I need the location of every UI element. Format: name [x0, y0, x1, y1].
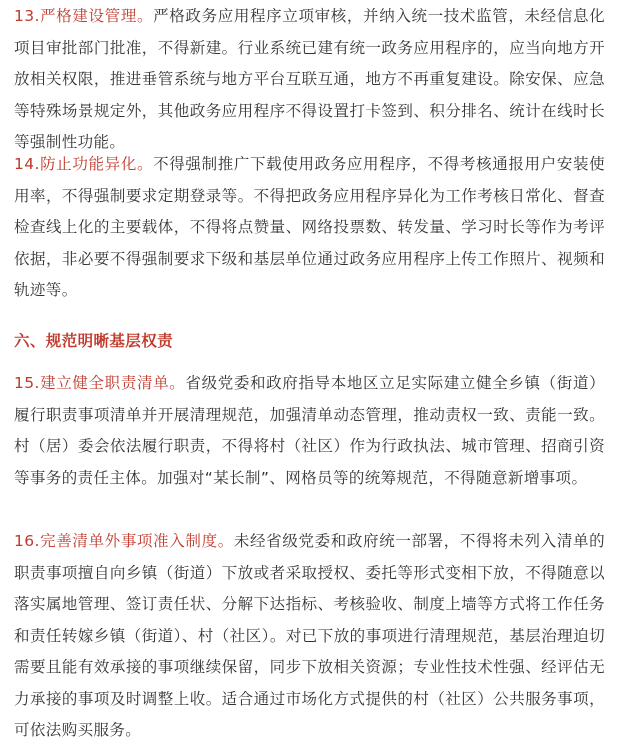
- paragraph-13-body: 严格政务应用程序立项审核，并纳入统一技术监管，未经信息化项目审批部门批准，不得新建。行业系统已建有统一政务应用程序的，应当向地方开放相关权限，推进垂管系统与地方平台互联互通，地方不再重复建设。除安保、应急等特殊场景规定外，其他政务应用程序不得设置打卡签到、积分排名、统计在线时长等强制性功能。: [14, 7, 606, 151]
- paragraph-15: [14, 368, 605, 494]
- paragraph-16-body: 未经省级党委和政府统一部署，不得将未列入清单的职责事项擅自向乡镇（街道）下放或者采取授权、委托等形式变相下放，不得随意以落实属地管理、签订责任状、分解下达指标、考核验收、制度上墙等方式将工作任务和责任转嫁乡镇（街道）、村（社区）。对已下放的事项进行清理规范，基层治理迫切需要且能有效承接的事项继续保留，同步下放相关资源；专业性技术性强、经评估无力承接的事项及时调整上收。适合通过市场化方式提供的村（社区）公共服务事项，可依法购买服务。: [14, 532, 606, 739]
- section-6-heading: 六、规范明晰基层权责: [14, 332, 174, 350]
- paragraph-16: [14, 526, 605, 747]
- paragraph-14-body: 不得强制推广下载使用政务应用程序，不得考核通报用户安装使用率，不得强制要求定期登录等。不得把政务应用程序异化为工作考核日常化、督查检查线上化的主要载体，不得将点赞量、网络投票数、转发量、学习时长等作为考评依据，非必要不得强制要求下级和基层单位通过政务应用程序上传工作照片、视频和轨迹等。: [14, 155, 606, 299]
- paragraph-15-body: 省级党委和政府指导本地区立足实际建立健全乡镇（街道）履行职责事项清单并开展清理规范，加强清单动态管理，推动责权一致、责能一致。村（居）委会依法履行职责，不得将村（社区）作为行政执法、城市管理、招商引资等事务的责任主体。加强对“某长制”、网格员等的统筹规范，不得随意新增事项。: [14, 374, 605, 487]
- paragraph-15-lead: 15.建立健全职责清单。: [14, 374, 186, 392]
- paragraph-14: [14, 149, 605, 307]
- paragraph-13-lead: 13.严格建设管理。: [14, 7, 154, 25]
- paragraph-13: [14, 1, 605, 159]
- paragraph-16-lead: 16.完善清单外事项准入制度。: [14, 532, 234, 550]
- paragraph-14-lead: 14.防止功能异化。: [14, 155, 154, 173]
